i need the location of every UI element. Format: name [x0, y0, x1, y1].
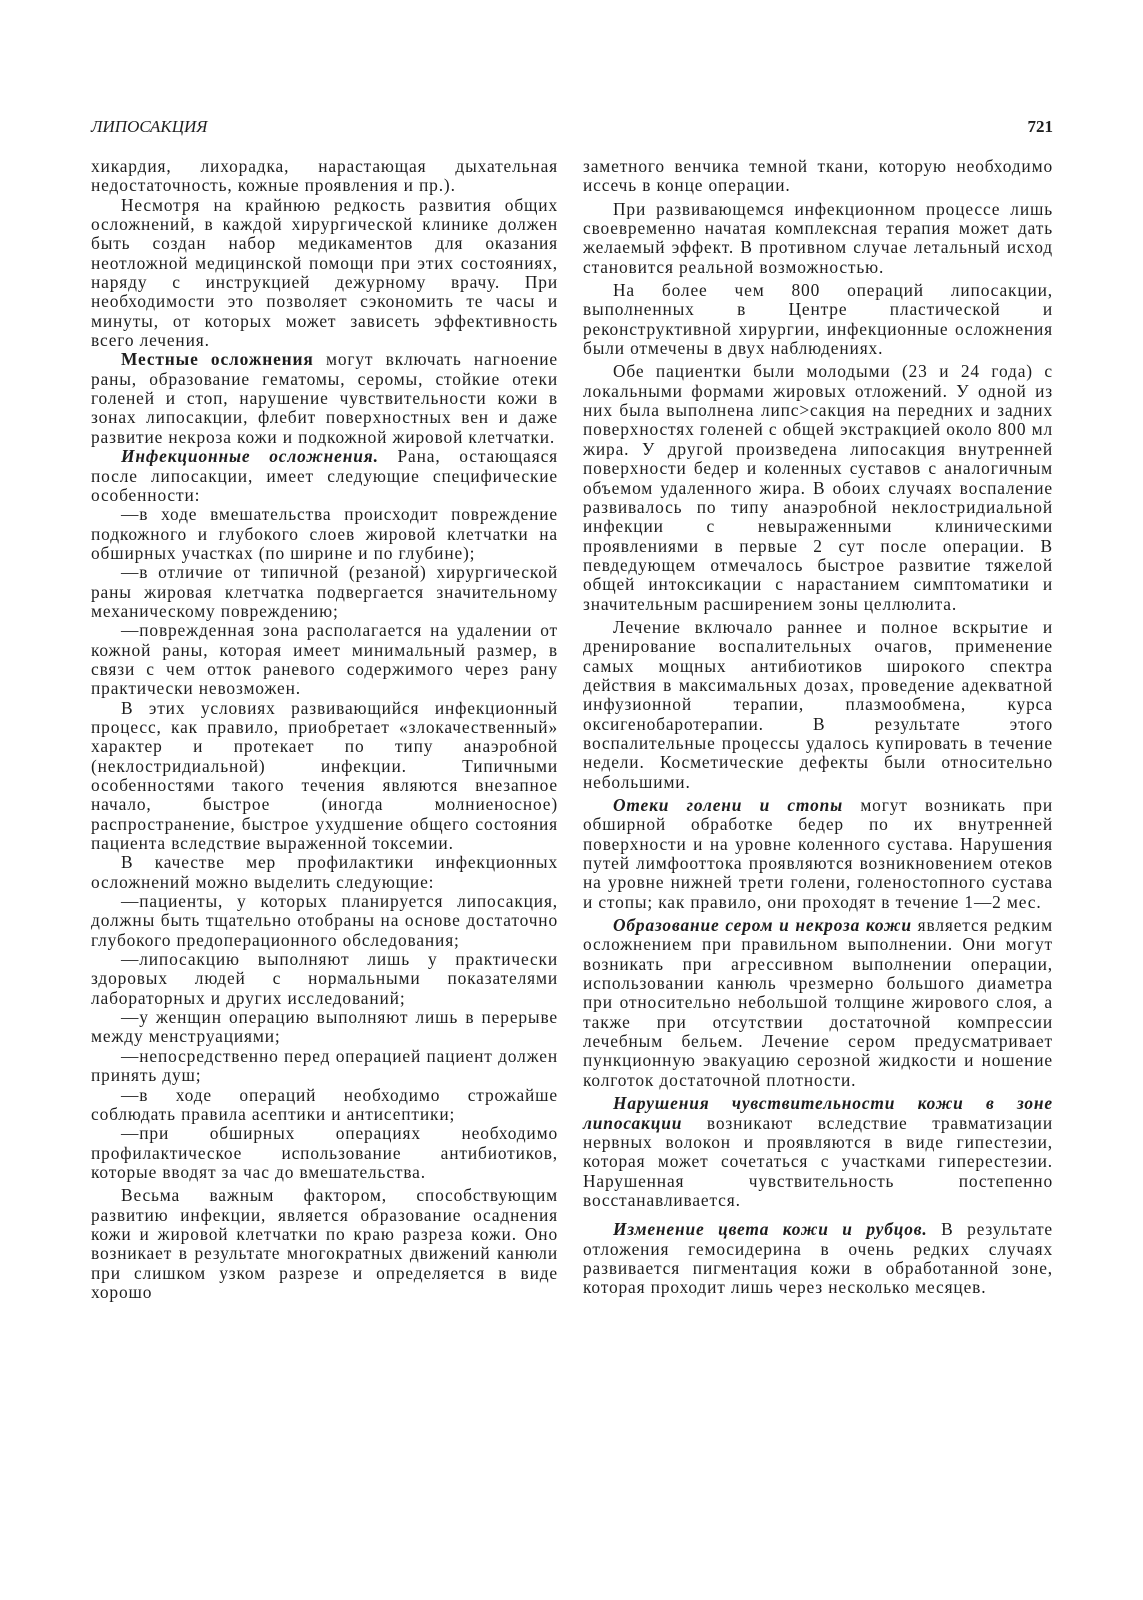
bold-lead: Местные осложнения — [121, 349, 314, 370]
paragraph: При развивающемся инфекционном процессе лишь своевременно начатая комплексная терапия может дать желаемый эффект. В противном случае летальный исход становится реальной возможностью. — [583, 198, 1053, 277]
paragraph: Весьма важным фактором, способствующим развитию инфекции, является образование осаднения кожи и жировой клетчатки по краю разреза кожи. Оно возникает в результате многократных движений канюли при слишком узком разрезе и определяется в виде хорошо — [91, 1185, 558, 1302]
paragraph — [91, 350, 558, 447]
paragraph: заметного венчика темной ткани, которую необходимо иссечь в конце операции. — [583, 156, 1053, 196]
list-item: —в отличие от типичной (резаной) хирургической раны жировая клетчатка подвергается значительному механическому повреждению; — [91, 562, 558, 621]
running-head: ЛИПОСАКЦИЯ — [91, 117, 208, 136]
list-item: —в ходе вмешательства происходит повреждение подкожного и глубокого слоев жировой клетчатки на обширных участках (по ширине и по глубине); — [91, 504, 558, 563]
left-column — [91, 157, 558, 1302]
paragraph: На более чем 800 операций липосакции, выполненных в Центре пластической и реконструктивной хирургии, инфекционные осложнения были отмечены в двух наблюдениях. — [583, 280, 1053, 359]
paragraph — [583, 1220, 1053, 1297]
list-item: —пациенты, у которых планируется липосакция, должны быть тщательно отобраны на основе достаточно глубокого предоперационного обследования; — [91, 891, 558, 950]
right-column — [583, 157, 1053, 1298]
paragraph: В этих условиях развивающийся инфекционный процесс, как правило, приобретает «злокачественный» характер и протекает по типу анаэробной (неклостридиальной) инфекции. Типичными особенностями такого течения являются внезапное начало, быстрое (иногда молниеносное) распространение, быстрое ухудшение общего состояния пациента вследствие выраженной токсемии. — [91, 697, 558, 854]
paragraph — [583, 796, 1053, 912]
paragraph-text: В результате отложения гемосидерина в очень редких случаях развивается пигментация кожи в обработанной зоне, которая проходит лишь через несколько месяцев. — [583, 1219, 1053, 1298]
paragraph: хикардия, лихорадка, нарастающая дыхательная недостаточность, кожные проявления и пр.). — [91, 156, 558, 196]
paragraph — [583, 1094, 1053, 1210]
paragraph — [91, 447, 558, 505]
list-item: —поврежденная зона располагается на удалении от кожной раны, которая имеет минимальный размер, в связи с чем отток раневого содержимого через рану практически невозможен. — [91, 620, 558, 699]
paragraph — [583, 916, 1053, 1090]
paragraph: Лечение включало раннее и полное вскрытие и дренирование воспалительных очагов, применение самых мощных антибиотиков широкого спектра действия в максимальных дозах, проведение адекватной инфузионной терапии, плазмообмена, курса оксигенобаротерапии. В результате этого воспалительные процессы удалось купировать в течение недели. Косметические дефекты были относительно небольшими. — [583, 616, 1053, 792]
list-item: —при обширных операциях необходимо профилактическое использование антибиотиков, которые вводят за час до вмешательства. — [91, 1123, 558, 1182]
paragraph-text: возникают вследствие травматизации нервных волокон и проявляются в виде гипестезии, которая может сочетаться с участками гиперестезии. Нарушенная чувствительность постепенно восстанавливается. — [583, 1112, 1053, 1210]
bold-italic-lead: Образование сером и некроза кожи — [613, 915, 912, 936]
page-number: 721 — [1027, 117, 1053, 136]
bold-italic-lead: Инфекционные осложнения. — [121, 446, 379, 467]
paragraph: В качестве мер профилактики инфекционных осложнений можно выделить следующие: — [91, 852, 558, 892]
paragraph-text: является редким осложнением при правильном выполнении. Они могут возникать при агрессивном выполнении операции, использовании канюль чрезмерно большого диаметра при относительно небольшой толщине жирового слоя, а также при отсутствии достаточной компрессии лечебным бельем. Лечение сером предусматривает пункционную эвакуацию серозной жидкости и ношение колготок достаточной плотности. — [583, 915, 1053, 1090]
list-item: —у женщин операцию выполняют лишь в перерыве между менструациями; — [91, 1007, 558, 1047]
bold-italic-lead: Изменение цвета кожи и рубцов. — [613, 1219, 928, 1240]
paragraph: Несмотря на крайнюю редкость развития общих осложнений, в каждой хирургической клинике должен быть создан набор медикаментов для оказания неотложной медицинской помощи при этих состояниях, наряду с инструкцией дежурному врачу. При необходимости это позволяет сэкономить те часы и минуты, от которых может зависеть эффективность всего лечения. — [91, 194, 558, 351]
paragraph-text: могут возникать при обширной обработке бедер по их внутренней поверхности и на уровне коленного сустава. Нарушения путей лимфооттока проявляются возникновением отеков на уровне нижней трети голени, голеностопного сустава и стопы; как правило, они проходят в течение 1—2 мес. — [583, 795, 1053, 912]
bold-italic-lead: Нарушения чувствительности кожи в зоне липосакции — [583, 1093, 1053, 1133]
paragraph-text: Рана, остающаяся после липосакции, имеет следующие специфические особенности: — [91, 446, 559, 505]
paragraph-text: могут включать нагноение раны, образование гематомы, серомы, стойкие отеки голеней и стоп, нарушение чувствительности кожи в зонах липосакции, флебит поверхностных вен и даже развитие некроза кожи и подкожной жировой клетчатки. — [91, 349, 559, 447]
list-item: —липосакцию выполняют лишь у практически здоровых людей с нормальными показателями лабораторных и других исследований; — [91, 949, 558, 1008]
paragraph: Обе пациентки были молодыми (23 и 24 года) с локальными формами жировых отложений. У одной из них была выполнена липс>сакция на передних и задних поверхностях голеней с общей экстракцией около 800 мл жира. У другой произведена липосакция внутренней поверхности бедер и коленных суставов с аналогичным объемом удаленного жира. В обоих случаях воспаление развивалось по типу анаэробной неклостридиальной инфекции с невыраженными клиническими проявлениями в первые 2 сут после операции. В певдедующем отмечалось быстрое развитие тяжелой общей интоксикации с нарастанием симптоматики и значительным расширением зоны целлюлита. — [583, 361, 1053, 614]
list-item: —в ходе операций необходимо строжайше соблюдать правила асептики и антисептики; — [91, 1084, 558, 1124]
bold-italic-lead: Отеки голени и стопы — [613, 795, 844, 815]
list-item: —непосредственно перед операцией пациент должен принять душ; — [91, 1045, 558, 1086]
